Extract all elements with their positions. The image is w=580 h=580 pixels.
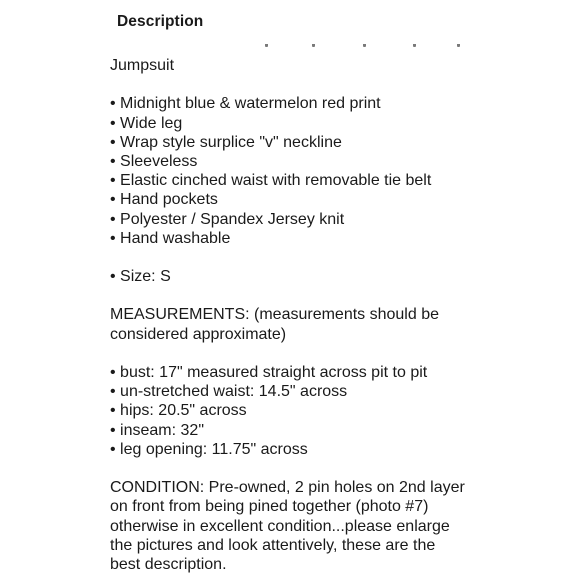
spacer (110, 344, 550, 363)
list-item: • un-stretched waist: 14.5" across (110, 383, 348, 401)
description-body (110, 56, 550, 574)
text-line: best description. (110, 555, 227, 573)
text-line: MEASUREMENTS: (measurements should be (110, 306, 439, 324)
text-line: the pictures and look attentively, these are the (110, 536, 436, 554)
list-item: • Elastic cinched waist with removable tie belt (110, 172, 432, 190)
list-item: • Wide leg (110, 114, 183, 132)
list-item: • Sleeveless (110, 152, 198, 170)
list-item: • inseam: 32" (110, 421, 204, 439)
list-item: • hips: 20.5" across (110, 402, 247, 420)
measurements-heading (110, 305, 550, 343)
list-item: • Hand pockets (110, 191, 218, 209)
list-item: • Midnight blue & watermelon red print (110, 95, 381, 113)
text-line: on front from being pined together (photo #7) (110, 498, 429, 516)
list-item: • bust: 17" measured straight across pit to pit (110, 364, 428, 381)
size-item: • Size: S (110, 268, 171, 286)
list-item: • leg opening: 11.75" across (110, 440, 308, 458)
list-item: • Hand washable (110, 229, 231, 247)
measurements-list (110, 363, 550, 459)
text-line: considered approximate) (110, 325, 287, 343)
spacer (110, 75, 550, 94)
text-line: otherwise in excellent condition...please enlarge (110, 517, 450, 535)
spacer (110, 248, 550, 267)
description-header (0, 0, 580, 44)
spacer (110, 459, 550, 478)
list-item: • Wrap style surplice "v" neckline (110, 133, 342, 151)
description-intro: Jumpsuit (110, 57, 175, 74)
spacer (110, 286, 550, 305)
text-line: CONDITION: Pre-owned, 2 pin holes on 2nd layer (110, 479, 465, 497)
feature-list (110, 94, 550, 248)
condition-paragraph (110, 478, 550, 574)
page-title: Description (117, 13, 204, 30)
clipped-text-line (110, 44, 465, 48)
list-item: • Polyester / Spandex Jersey knit (110, 210, 345, 228)
